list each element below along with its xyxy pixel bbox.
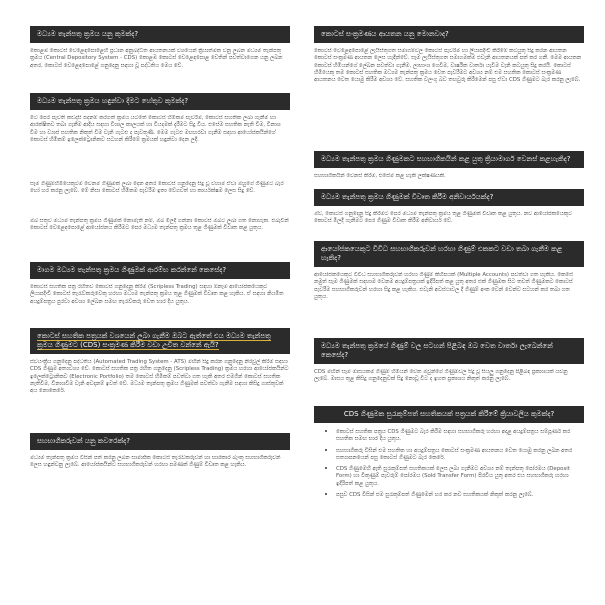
right-column bbox=[314, 26, 584, 502]
section-paragraph: කොටස් සහතික පත්‍ර රහිතව කොටස් ගනුදෙනු කිරීම (Scripless Trading) සඳහා ඕනෑම ආයෝජකයෙකුට ලියාපදිංචි කොටස් තැරැව්කරුවෙකු හරහා මධ්‍යම තැන්පතු ක්‍රමය තුළ ගිණුමක් විවෘත කළ හැකිය. ඒ සඳහා නියමිත අයදුම්පත්‍රය පුරවා අවශ්‍ය ලේඛන සමඟ තැරැව්කරු වෙත භාර දිය යුතුය. bbox=[30, 284, 284, 305]
section-paragraph: සෑම ගිණුම්හිමියෙකුටම වෙනම ගිණුමක් ලබා දෙන අතර කොටස් ගනුදෙනු සිදු වූ වහාම ඒවා ඔහුගේ ගිණුමට බැර හෝ හර කරනු ලැබේ. මේ නිසා කොටස් හිමිකම පැවරීම ඉතා වේගවත් හා කාර්යක්ෂම ලෙස සිදු වේ. bbox=[30, 181, 284, 195]
section-heading bbox=[30, 328, 290, 354]
section-heading: සහභාගීකරුවන් යනු කවරෙක්ද? bbox=[30, 433, 290, 450]
section-paragraph: ස්වයංක්‍රීය ගනුදෙනු පද්ධතිය (Automated Trading System - ATS) මඟින් සිදු කරන ගනුදෙනු නිරවුල් කිරීම සඳහා CDS ගිණුම අත්‍යවශ්‍ය වේ. කොටස් සහතික පත්‍ර රහිත ගනුදෙනු (Scripless Trading) ක්‍රමය හරහා ආයෝජකයින්ට ඉලෙක්ට්‍රොනිකව (Electronic Portfolio) තම කොටස් හිමිකම් පවත්වා ගත හැකි අතර එමගින් කොටස් සහතික නැතිවීම, විනාශවීම වැනි අවදානම් ඉවත් වේ. මධ්‍යම තැන්පතු ක්‍රමය ගිණුමක් පවත්වා ගැනීම සඳහා කිසිදු ගාස්තුවක් අය නොකෙරේ. bbox=[30, 359, 289, 395]
list-item: • සහභාගීකරු විසින් එම සහතික හා අයදුම්පත්‍රය කොටස් සංක්‍රමණ ආයතනය වෙත යොමු කරනු ලබන අතර සත්‍යාපනයෙන් පසු කොටස් ගිණුමට බැර කෙරේ. bbox=[336, 447, 584, 463]
section-paragraph: ආයෝජකයෙකුට විවිධ සහභාගීකරුවන් හරහා ගිණුම් කිහිපයක් (Multiple Accounts) පවත්වා ගත හැකිය. කෙසේ නමුත් සෑම ගිණුමක් සඳහාම වෙනම අයදුම්පත්‍රයක් ඉදිරිපත් කළ යුතු අතර එක් ගිණුමක සිට තවත් ගිණුමකට කොටස් පැවරීම සහභාගීකරුවන් හරහා සිදු කළ හැකිය. එවැනි අවස්ථාවල දී ගිණුම් අංක වෙන් වෙන්ව සටහන් කර තබා ගත යුතුය. bbox=[314, 272, 573, 300]
section-paragraph: මීට පෙර පැවති කඩදාසි පදනම් කරගත් ක්‍රමය යටතේ කොටස් හිමිකම පැවරීම, කොටස් සහතික ලබා ගැනීම හා ආරක්ෂිතව තබා ගැනීම ආදිය සඳහා විශාල කාලයක් හා වියදමක් දැරීමට සිදු විය. එසේම සහතික නැති වීම, විනාශ වීම හා ව්‍යාජ සහතික නිකුත් වීම වැනි ගැටළු ද පැවතුණි. මෙම ගැටළු මඟහරවා ගැනීම සඳහා ආයෝජකයින්ගේ කොටස් හිමිකම් ඉලෙක්ට්‍රොනිකව සටහන් කිරීමේ ක්‍රමයක් හඳුන්වා දෙන ලදී. bbox=[30, 115, 281, 143]
section-heading: මධ්‍යම තැන්පතු ක්‍රමය යනු කුමක්ද? bbox=[30, 26, 290, 43]
list-item: • කොටස් සහතික පත්‍රය CDS ගිණුමට බැර කිරීම සඳහා සහභාගීකරු හරහා අදාළ අයදුම්පත්‍රය සම්පූර්ණ කර සහතික සමඟ භාර දිය යුතුය. bbox=[336, 428, 584, 444]
bullet-list bbox=[314, 428, 584, 499]
section-heading: මධ්‍යම තැන්පතු ක්‍රමය හඳුන්වා දීමට හේතුව කුමක්ද? bbox=[30, 93, 290, 110]
left-column bbox=[30, 26, 290, 492]
list-item: • CDS ගිණුමෙහි ඇති සුරැකුම්පත් සහතිකයක් ලෙස ලබා ගැනීමට අවශ්‍ය නම් තැන්පතු පෝරමය (Deposit Form) හා විකුණුම් පැවරුම් පෝරමය (Sold Transfer Form) පිරවිය යුතු අතර එය සහභාගීකරු හරහා ඉදිරිපත් කළ යුතුය. bbox=[336, 465, 584, 488]
section-paragraph: ඔබ සතුව මධ්‍යම තැන්පතු ක්‍රමය ගිණුමක් නොමැති නම්, ඔබ මිලදී ගන්නා කොටස් ඔබට ලබා ගත නොහැක. එබැවින් කොටස් වෙළෙඳපොළේ ආයෝජනය කිරීමට පෙර මධ්‍යම තැන්පතු ක්‍රමය තුළ ගිණුමක් විවෘත කළ යුතුය. bbox=[30, 218, 289, 232]
list-item: • පසුව CDS විසින් එම සුරැකුම්පත් ගිණුමෙන් හර කර නව සහතිකයක් නිකුත් කරනු ලැබේ. bbox=[336, 491, 584, 499]
section-heading: මාගම මධ්‍යම තැන්පතු ක්‍රමය ගිණුමක් ආරම්භ කරන්නේ කෙසේද? bbox=[30, 262, 290, 279]
section-heading: කොටස් සංක්‍රමණය ආයතන යනු මොනවාද? bbox=[314, 26, 584, 43]
section-paragraph: මධ්‍යම තැන්පතු ක්‍රමය විසින් පත් කරනු ලබන සාමාජික කොටස් තැරැව්කරුවන් හා භාරකාර බැංකු සහභාගීකරුවන් ලෙස හඳුන්වනු ලැබේ. ආයෝජකයින්ට සහභාගීකරුවන් හරහා පමණක් ගිණුම් විවෘත කළ හැකිය. bbox=[30, 455, 281, 469]
section-paragraph: කොළඹ කොටස් වෙළෙඳපොළෙහි ප්‍රධාන අනුබද්ධිත ආයතනයක් වශයෙන් ක්‍රියාත්මක වනු ලබන මධ්‍යම තැන්පතු ක්‍රමය (Central Depository System - CDS) කොළඹ කොටස් වෙළෙඳපොළ වෙතින් පවත්වාගෙන යනු ලබන අතර, කොටස් වෙළෙඳපොළේ ගනුදෙනු සඳහා වූ පද්ධතිය මෙය වේ. bbox=[30, 48, 283, 69]
section-heading: මධ්‍යම තැන්පතු ක්‍රමය ගිණුමක් විවෘත කිරීම අනිවාර්යයක්ද? bbox=[314, 189, 584, 206]
section-paragraph: සහභාගිකයින් වෙනස් කිරීම, එසේම කළ හැකි ලක්ෂණයකි. bbox=[314, 173, 446, 179]
section-paragraph: ඔව්, කොටස් ගනුදෙනු සිදු කිරීමට පෙර මධ්‍යම තැන්පතු ක්‍රමය තුළ ගිණුමක් විවෘත කළ යුතුය. නව ආයෝජකයෙකුට කොටස් මිලදී ගැනීමට පෙර ගිණුම විවෘත කිරීම අනිවාර්ය වේ. bbox=[314, 211, 572, 225]
section-heading-text: කොටස් සහතික පත්‍රයක් වශයෙන් ලබා ගැනීම ඔබට ඇත්තේ එය මධ්‍යම තැන්පතු ක්‍රමය ගිණුමට (CDS) සංක්‍රමණ කිරීම වඩා උචිත වන්නේ ඇයි? bbox=[37, 332, 271, 349]
section-heading: මධ්‍යම තැන්පතු ක්‍රමය ගිණුමකට සහභාගිකයින් කළ යුතු ක්‍රියාමාර්ග වෙනස් කළහැකිද? bbox=[314, 151, 584, 168]
section-heading: CDS ගිණුමක සුරැකුම්පත් සහතිකයක් පත්‍රයක් කිරීමේ ක්‍රියාවලිය කුමක්ද? bbox=[314, 406, 584, 423]
section-paragraph: CDS මඟින් සෑම මාසයකම ගිණුම් හිමියන් වෙත ඔවුන්ගේ ගිණුම්වල සිදු වූ සියලු ගනුදෙනු පිළිබඳ ප්‍රකාශයක් යවනු ලැබේ. මාසය තුළ කිසිදු ගනුදෙනුවක් සිදු නොවූ විට ද ඉහත ප්‍රකාශය නිකුත් කරනු ලැබේ. bbox=[314, 369, 568, 383]
section-heading: මධ්‍යම තැන්පතු ක්‍රමයේ ගිණුම් වල සටහන් පිළිබඳ ඔබ වෙත වාර්තා ලැබෙන්නේ කෙසේද? bbox=[314, 338, 584, 364]
section-heading: ආයෝජකයෙකුට විවිධ සහභාගීකරුවන් හරහා ගිණුම් එකකට වඩා තබා ගැනීම කළ හැකිද? bbox=[314, 241, 584, 267]
section-paragraph: කොටස් වෙළෙඳපොළේ ලැයිස්තුගත සමාගම්වල කොටස් පැවරීම හා ලියාපදිංචි කිරීමේ කටයුතු සිදු කරන ආයතන කොටස් සංක්‍රමණ ආයතන ලෙස හැඳින්වේ. සෑම ලැයිස්තුගත සමාගමක්ම එවැනි ආයතනයක් පත් කර ගනී. මෙම ආයතන කොටස් හිමියන්ගේ ලේඛන පවත්වා ගැනීම, ලාභාංශ ගෙවීම, වාර්ෂික වාර්තා යැවීම වැනි කටයුතු සිදු කරයි. කොටස් හිමියෙකු තම කොටස් සහතික මධ්‍යම තැන්පතු ක්‍රමය වෙත පැවරීමට අවශ්‍ය නම් එම සහතික කොටස් සංක්‍රමණ ආයතනය වෙත යොමු කිරීම අවශ්‍ය වේ. සහතික වලංගු බව තහවුරු කිරීමෙන් පසු ඒවා CDS ගිණුමට බැර කරනු ලැබේ. bbox=[314, 48, 582, 84]
